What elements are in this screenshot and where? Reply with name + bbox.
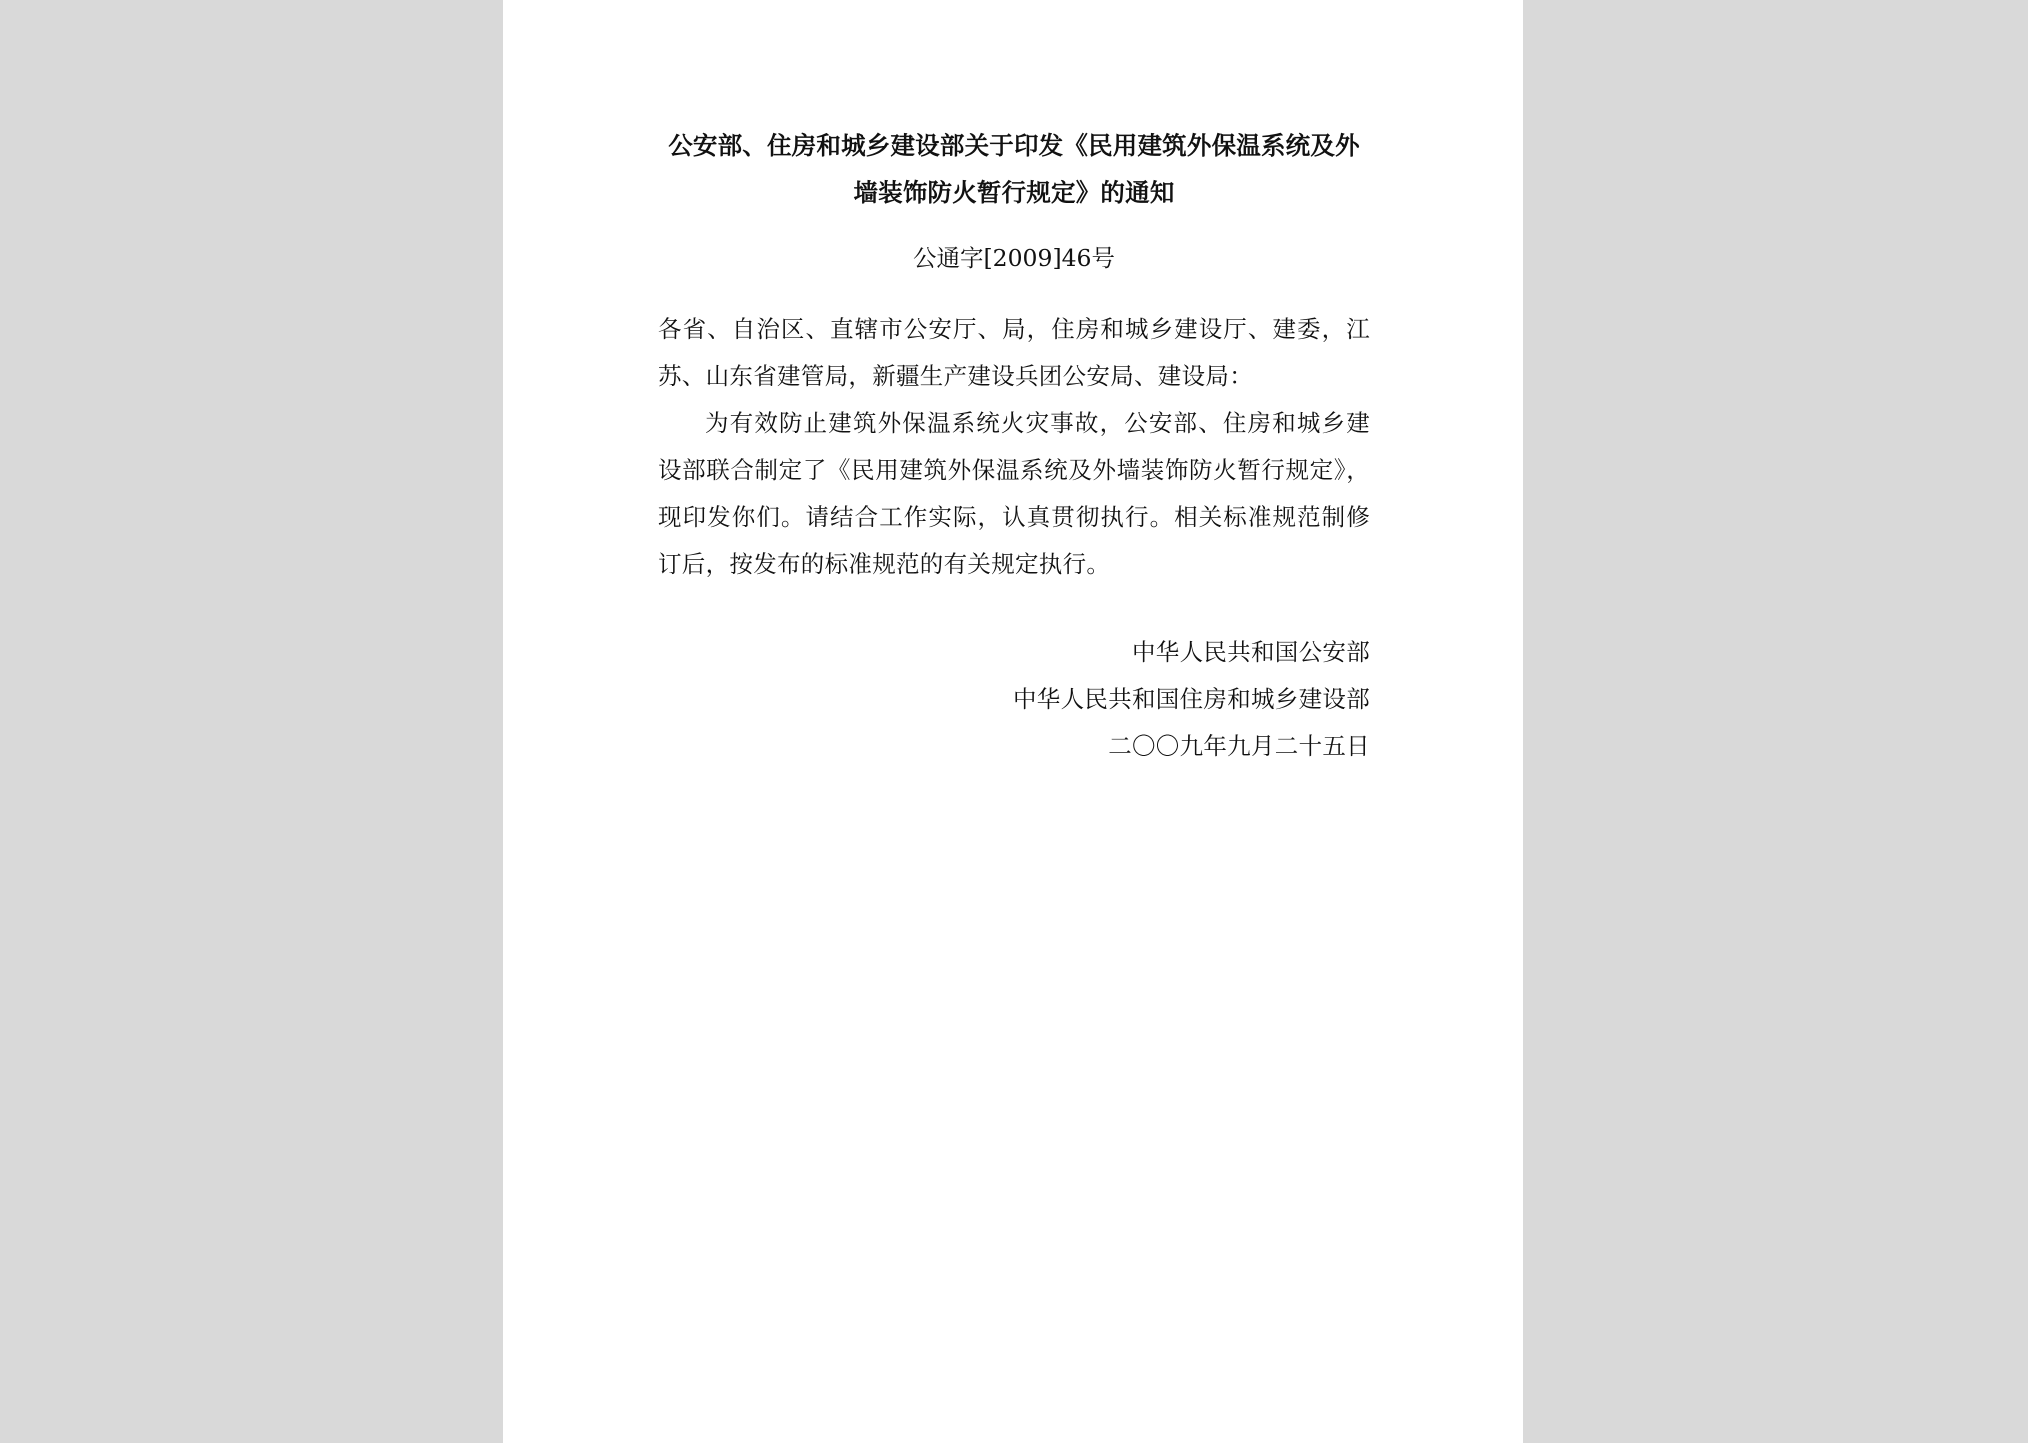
signature-date: 二〇〇九年九月二十五日 xyxy=(1108,732,1370,760)
page-content xyxy=(658,122,1370,770)
signature-issuer-ministry-of-public-security: 中华人民共和国公安部 xyxy=(1132,638,1370,666)
addressee-paragraph: 各省、自治区、直辖市公安厅、局，住房和城乡建设厅、建委，江苏、山东省建管局，新疆生产建设兵团公安局、建设局： xyxy=(658,315,1370,390)
signature-block xyxy=(658,629,1370,770)
document-page xyxy=(503,0,1523,1443)
document-number: 公通字[2009]46号 xyxy=(912,244,1116,272)
signature-issuer-ministry-of-housing: 中华人民共和国住房和城乡建设部 xyxy=(1013,685,1370,713)
body-paragraph: 为有效防止建筑外保温系统火灾事故，公安部、住房和城乡建设部联合制定了《民用建筑外保温系统及外墙装饰防火暂行规定》，现印发你们。请结合工作实际，认真贯彻执行。相关标准规范制修订后，按发布的标准规范的有关规定执行。 xyxy=(658,409,1370,578)
document-title: 公安部、住房和城乡建设部关于印发《民用建筑外保温系统及外墙装饰防火暂行规定》的通知 xyxy=(668,131,1360,207)
